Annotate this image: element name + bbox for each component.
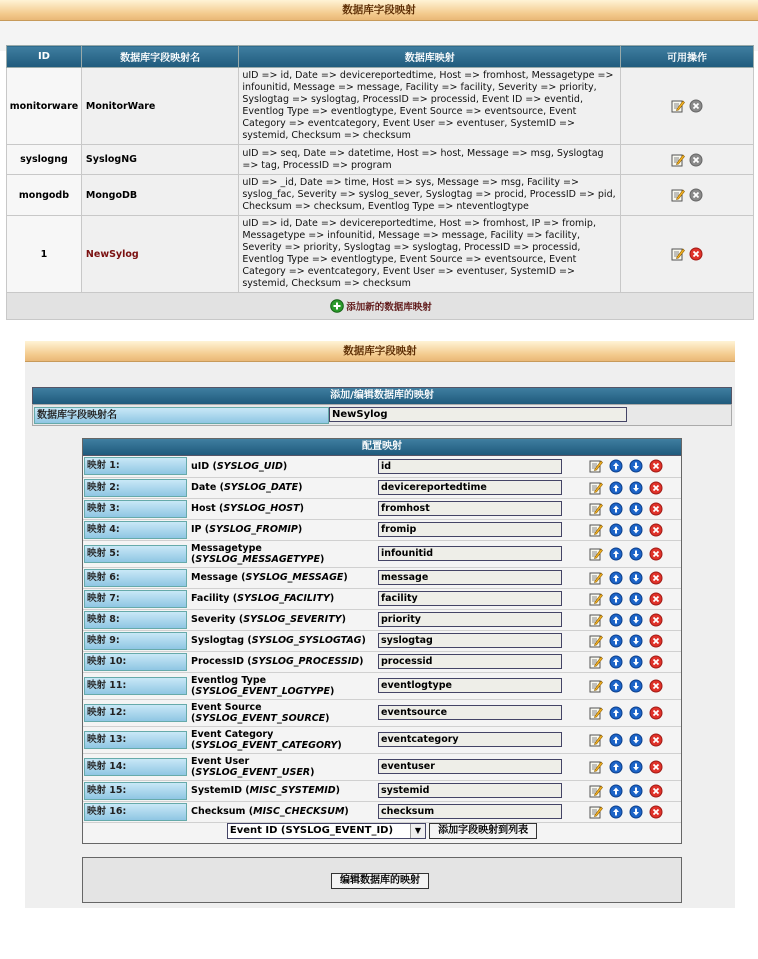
mapping-label-cell (83, 726, 187, 753)
arrow-up-icon[interactable] (606, 548, 626, 559)
delete-icon[interactable] (687, 101, 705, 112)
mapping-label: 映射 10: (84, 653, 187, 671)
mapping-definition: uID => seq, Date => datetime, Host => host, Message => msg, Syslogtag => tag, ProcessID => program (239, 145, 621, 175)
field-constant: SYSLOG_EVENT_SOURCE (195, 712, 326, 724)
arrow-down-icon[interactable] (626, 614, 646, 625)
field-name: uID (SYSLOG_UID) (187, 456, 372, 477)
field-name: Event User (SYSLOG_EVENT_USER) (187, 753, 372, 780)
add-field-button[interactable]: 添加字段映射到列表 (429, 823, 537, 839)
arrow-down-icon[interactable] (626, 707, 646, 718)
mapping-label: 映射 12: (84, 704, 187, 722)
table-row (7, 216, 754, 293)
arrow-down-icon[interactable] (626, 572, 646, 583)
field-input-cell (372, 567, 570, 588)
mapping-row (83, 519, 681, 540)
delete-icon[interactable] (646, 614, 666, 625)
field-input[interactable]: systemid (378, 783, 562, 798)
field-name: SystemID (MISC_SYSTEMID) (187, 780, 372, 801)
row-actions (570, 699, 681, 726)
mapping-label-cell (83, 540, 187, 567)
mapping-name: NewSylog (81, 216, 238, 293)
field-name: Date (SYSLOG_DATE) (187, 477, 372, 498)
edit-icon[interactable] (586, 785, 606, 796)
edit-icon[interactable] (669, 249, 687, 260)
mapping-row (83, 609, 681, 630)
field-input-cell (372, 651, 570, 672)
field-input[interactable]: infounitid (378, 546, 562, 561)
edit-icon[interactable] (586, 524, 606, 535)
arrow-down-icon[interactable] (626, 482, 646, 493)
field-constant: SYSLOG_UID (216, 460, 283, 472)
field-name: ProcessID (SYSLOG_PROCESSID) (187, 651, 372, 672)
panel-title: 数据库字段映射 (0, 0, 758, 21)
mapping-label-cell (83, 609, 187, 630)
mapping-label: 映射 7: (84, 590, 187, 608)
row-actions (570, 540, 681, 567)
field-title: Date (191, 482, 217, 493)
arrow-up-icon[interactable] (606, 593, 626, 604)
mapping-label-cell (83, 753, 187, 780)
mapping-name: SyslogNG (81, 145, 238, 175)
form-header: 添加/编辑数据库的映射 (32, 387, 732, 405)
field-name: Message (SYSLOG_MESSAGE) (187, 567, 372, 588)
row-actions (570, 588, 681, 609)
mapping-definition: uID => id, Date => devicereportedtime, Host => fromhost, IP => fromip, Messagetype => infounitid, Message => message, Facility => facility, Severity => priority, Syslogtag => syslogtag, ProcessID => processid, Eventlog Type => eventlogtype, Event Source => eventsource, Event Category => eventcategory, Event User => eventuser, SystemID => systemid, Checksum => checksum (239, 216, 621, 293)
arrow-down-icon[interactable] (626, 593, 646, 604)
edit-icon[interactable] (669, 190, 687, 201)
arrow-down-icon[interactable] (626, 761, 646, 772)
field-title: Eventlog Type (191, 674, 267, 686)
mapping-label: 映射 1: (84, 457, 187, 475)
delete-icon[interactable] (687, 190, 705, 201)
arrow-down-icon[interactable] (626, 548, 646, 559)
arrow-up-icon[interactable] (606, 635, 626, 646)
field-input[interactable]: eventsource (378, 705, 562, 720)
arrow-up-icon[interactable] (606, 461, 626, 472)
arrow-up-icon[interactable] (606, 572, 626, 583)
row-actions (621, 216, 754, 293)
arrow-up-icon[interactable] (606, 761, 626, 772)
mapping-row (83, 456, 681, 477)
edit-icon[interactable] (586, 461, 606, 472)
mapping-label: 映射 8: (84, 611, 187, 629)
mapping-label-cell (83, 456, 187, 477)
row-actions (621, 175, 754, 216)
arrow-up-icon[interactable] (606, 614, 626, 625)
mapping-label: 映射 14: (84, 758, 187, 776)
field-input[interactable]: eventlogtype (378, 678, 562, 693)
arrow-up-icon[interactable] (606, 503, 626, 514)
mapping-label: 映射 6: (84, 569, 187, 587)
row-actions (570, 651, 681, 672)
mapping-label-cell (83, 588, 187, 609)
arrow-down-icon[interactable] (626, 503, 646, 514)
delete-icon[interactable] (646, 806, 666, 817)
edit-icon[interactable] (586, 806, 606, 817)
mapping-label-cell (83, 699, 187, 726)
delete-icon[interactable] (646, 785, 666, 796)
mapping-name: MongoDB (81, 175, 238, 216)
mapping-label-cell (83, 498, 187, 519)
field-name: Event Category (SYSLOG_EVENT_CATEGORY) (187, 726, 372, 753)
field-input-cell (372, 780, 570, 801)
mapping-row (83, 477, 681, 498)
row-actions (570, 567, 681, 588)
row-actions (570, 672, 681, 699)
mapping-row (83, 498, 681, 519)
delete-icon[interactable] (687, 249, 705, 260)
mapping-row (83, 588, 681, 609)
chevron-down-icon[interactable]: ▼ (410, 824, 425, 838)
col-id: ID (7, 46, 82, 68)
mapping-name-row (32, 404, 732, 426)
mapping-row (83, 651, 681, 672)
table-row (7, 68, 754, 145)
arrow-down-icon[interactable] (626, 734, 646, 745)
edit-icon[interactable] (586, 503, 606, 514)
field-name: Severity (SYSLOG_SEVERITY) (187, 609, 372, 630)
field-constant: SYSLOG_FACILITY (237, 593, 330, 604)
mapping-label: 映射 4: (84, 521, 187, 539)
arrow-down-icon[interactable] (626, 524, 646, 535)
mapping-definition: uID => _id, Date => time, Host => sys, Message => msg, Facility => syslog_fac, Severity => syslog_sever, Syslogtag => procid, ProcessID => pid, Checksum => checksum, Eventlog Type => nteventlogtype (239, 175, 621, 216)
field-input[interactable]: processid (378, 654, 562, 669)
mapping-row (83, 630, 681, 651)
row-actions (570, 498, 681, 519)
arrow-up-icon[interactable] (606, 806, 626, 817)
field-constant: SYSLOG_SEVERITY (243, 614, 342, 625)
mapping-definition: uID => id, Date => devicereportedtime, Host => fromhost, Messagetype => infounitid, Message => message, Facility => facility, Severity => priority, Syslogtag => syslogtag, ProcessID => processid, Event ID => eventid, Eventlog Type => eventlogtype, Event Source => eventsource, Event Category => eventcategory, Event User => eventuser, SystemID => systemid, Checksum => checksum (239, 68, 621, 145)
row-actions (570, 456, 681, 477)
delete-icon[interactable] (646, 680, 666, 691)
col-actions: 可用操作 (621, 46, 754, 68)
mapping-row (83, 672, 681, 699)
field-input[interactable]: devicereportedtime (378, 480, 562, 495)
field-title: Message (191, 572, 238, 583)
col-mapping: 数据库映射 (239, 46, 621, 68)
panel-title: 数据库字段映射 (25, 341, 735, 362)
mapping-name: MonitorWare (81, 68, 238, 145)
add-mapping-row (7, 293, 754, 320)
arrow-down-icon[interactable] (626, 461, 646, 472)
arrow-down-icon[interactable] (626, 785, 646, 796)
field-input[interactable]: fromhost (378, 501, 562, 516)
field-constant: SYSLOG_PROCESSID (251, 656, 360, 667)
arrow-up-icon[interactable] (606, 482, 626, 493)
field-constant: MISC_SYSTEMID (249, 785, 336, 796)
mapping-label: 映射 13: (84, 731, 187, 749)
edit-icon[interactable] (586, 482, 606, 493)
mapping-id: monitorware (7, 68, 82, 145)
mapping-label: 映射 11: (84, 677, 187, 695)
row-actions (621, 68, 754, 145)
field-input[interactable]: eventcategory (378, 732, 562, 747)
field-title: ProcessID (191, 656, 244, 667)
mapping-label: 映射 2: (84, 479, 187, 497)
field-constant: SYSLOG_EVENT_LOGTYPE (195, 685, 330, 697)
field-input[interactable]: eventuser (378, 759, 562, 774)
field-input[interactable]: checksum (378, 804, 562, 819)
delete-icon[interactable] (646, 524, 666, 535)
add-field-row (83, 823, 681, 843)
mapping-label: 映射 3: (84, 500, 187, 518)
mapping-label-cell (83, 801, 187, 822)
field-input-cell (372, 498, 570, 519)
mapping-row (83, 699, 681, 726)
mapping-row (83, 540, 681, 567)
field-title: Severity (191, 614, 236, 625)
delete-icon[interactable] (646, 707, 666, 718)
field-constant: SYSLOG_EVENT_USER (195, 766, 311, 778)
field-input[interactable]: id (378, 459, 562, 474)
mapping-row (83, 753, 681, 780)
row-actions (570, 780, 681, 801)
row-actions (570, 609, 681, 630)
delete-icon[interactable] (646, 734, 666, 745)
mapping-row (83, 567, 681, 588)
delete-icon[interactable] (646, 761, 666, 772)
field-title: IP (191, 524, 202, 535)
mapping-label-cell (83, 477, 187, 498)
delete-icon[interactable] (646, 461, 666, 472)
arrow-down-icon[interactable] (626, 635, 646, 646)
delete-icon[interactable] (646, 656, 666, 667)
field-constant: SYSLOG_MESSAGETYPE (195, 553, 320, 565)
row-actions (570, 726, 681, 753)
config-mapping-table (83, 456, 681, 823)
mapping-id: syslogng (7, 145, 82, 175)
mapping-name-input[interactable]: NewSylog (329, 407, 627, 422)
field-name: Syslogtag (SYSLOG_SYSLOGTAG) (187, 630, 372, 651)
field-title: Event User (191, 755, 250, 767)
field-input[interactable]: priority (378, 612, 562, 627)
field-select[interactable] (227, 823, 426, 839)
field-input[interactable]: syslogtag (378, 633, 562, 648)
mapping-label-cell (83, 672, 187, 699)
arrow-down-icon[interactable] (626, 680, 646, 691)
field-input-cell (372, 672, 570, 699)
field-title: Checksum (191, 806, 246, 817)
edit-icon[interactable] (586, 680, 606, 691)
arrow-up-icon[interactable] (606, 734, 626, 745)
field-title: Facility (191, 593, 230, 604)
delete-icon[interactable] (646, 572, 666, 583)
mapping-row (83, 801, 681, 822)
edit-icon[interactable] (586, 572, 606, 583)
field-input-cell (372, 519, 570, 540)
mappings-list-panel (0, 0, 758, 313)
field-name: Messagetype (SYSLOG_MESSAGETYPE) (187, 540, 372, 567)
field-input[interactable]: message (378, 570, 562, 585)
mapping-label-cell (83, 567, 187, 588)
table-row (7, 145, 754, 175)
edit-icon[interactable] (586, 734, 606, 745)
field-input-cell (372, 801, 570, 822)
col-name: 数据库字段映射名 (81, 46, 238, 68)
edit-icon[interactable] (586, 707, 606, 718)
field-input-cell (372, 588, 570, 609)
field-input-cell (372, 477, 570, 498)
field-constant: SYSLOG_DATE (223, 482, 299, 493)
arrow-up-icon[interactable] (606, 785, 626, 796)
delete-icon[interactable] (687, 154, 705, 165)
edit-icon[interactable] (669, 154, 687, 165)
edit-icon[interactable] (586, 614, 606, 625)
arrow-up-icon[interactable] (606, 524, 626, 535)
field-constant: SYSLOG_EVENT_CATEGORY (195, 739, 338, 751)
field-input-cell (372, 630, 570, 651)
row-actions (570, 801, 681, 822)
field-name: Checksum (MISC_CHECKSUM) (187, 801, 372, 822)
edit-icon[interactable] (586, 635, 606, 646)
field-title: Event Category (191, 728, 274, 740)
field-title: Event Source (191, 701, 262, 713)
field-title: Syslogtag (191, 635, 245, 646)
mapping-id: 1 (7, 216, 82, 293)
table-row (7, 175, 754, 216)
field-input[interactable]: fromip (378, 522, 562, 537)
mapping-id: mongodb (7, 175, 82, 216)
config-mapping-box (82, 438, 682, 844)
edit-icon[interactable] (586, 761, 606, 772)
row-actions (570, 630, 681, 651)
field-input-cell (372, 456, 570, 477)
row-actions (570, 753, 681, 780)
mapping-row (83, 726, 681, 753)
arrow-down-icon[interactable] (626, 806, 646, 817)
field-name: Event Source (SYSLOG_EVENT_SOURCE) (187, 699, 372, 726)
field-input-cell (372, 753, 570, 780)
mapping-label-cell (83, 651, 187, 672)
field-name: IP (SYSLOG_FROMIP) (187, 519, 372, 540)
field-input-cell (372, 699, 570, 726)
mapping-name-label: 数据库字段映射名 (34, 407, 329, 424)
field-input-cell (372, 540, 570, 567)
row-actions (570, 519, 681, 540)
delete-icon[interactable] (646, 593, 666, 604)
edit-icon[interactable] (586, 656, 606, 667)
row-actions (621, 145, 754, 175)
delete-icon[interactable] (646, 503, 666, 514)
field-constant: SYSLOG_HOST (223, 503, 300, 514)
mapping-label-cell (83, 780, 187, 801)
field-name: Host (SYSLOG_HOST) (187, 498, 372, 519)
field-constant: SYSLOG_MESSAGE (245, 572, 344, 583)
field-constant: SYSLOG_FROMIP (209, 524, 298, 535)
arrow-down-icon[interactable] (626, 656, 646, 667)
delete-icon[interactable] (646, 482, 666, 493)
field-constant: MISC_CHECKSUM (253, 806, 345, 817)
mappings-table (6, 45, 754, 320)
field-name: Facility (SYSLOG_FACILITY) (187, 588, 372, 609)
field-input-cell (372, 609, 570, 630)
field-input-cell (372, 726, 570, 753)
field-input[interactable]: facility (378, 591, 562, 606)
field-select-value: Event ID (SYSLOG_EVENT_ID) (229, 824, 394, 836)
mapping-label-cell (83, 519, 187, 540)
add-icon[interactable] (328, 301, 346, 312)
save-box (82, 857, 682, 903)
save-mapping-button[interactable]: 编辑数据库的映射 (331, 873, 429, 889)
field-title: Messagetype (191, 542, 262, 554)
field-title: uID (191, 460, 210, 472)
row-actions (570, 477, 681, 498)
add-mapping-link[interactable]: 添加新的数据库映射 (346, 302, 432, 313)
delete-icon[interactable] (646, 635, 666, 646)
field-title: Host (191, 503, 216, 514)
edit-icon[interactable] (669, 101, 687, 112)
mapping-row (83, 780, 681, 801)
mapping-label: 映射 16: (84, 803, 187, 821)
add-mapping-cell (7, 293, 754, 320)
mapping-label-cell (83, 630, 187, 651)
mapping-label: 映射 15: (84, 782, 187, 800)
delete-icon[interactable] (646, 548, 666, 559)
field-constant: SYSLOG_SYSLOGTAG (251, 635, 362, 646)
field-title: SystemID (191, 785, 242, 796)
arrow-up-icon[interactable] (606, 707, 626, 718)
edit-icon[interactable] (586, 548, 606, 559)
mapping-label: 映射 5: (84, 545, 187, 563)
edit-icon[interactable] (586, 593, 606, 604)
config-header: 配置映射 (83, 439, 681, 456)
mapping-label: 映射 9: (84, 632, 187, 650)
field-name: Eventlog Type (SYSLOG_EVENT_LOGTYPE) (187, 672, 372, 699)
arrow-up-icon[interactable] (606, 680, 626, 691)
arrow-up-icon[interactable] (606, 656, 626, 667)
